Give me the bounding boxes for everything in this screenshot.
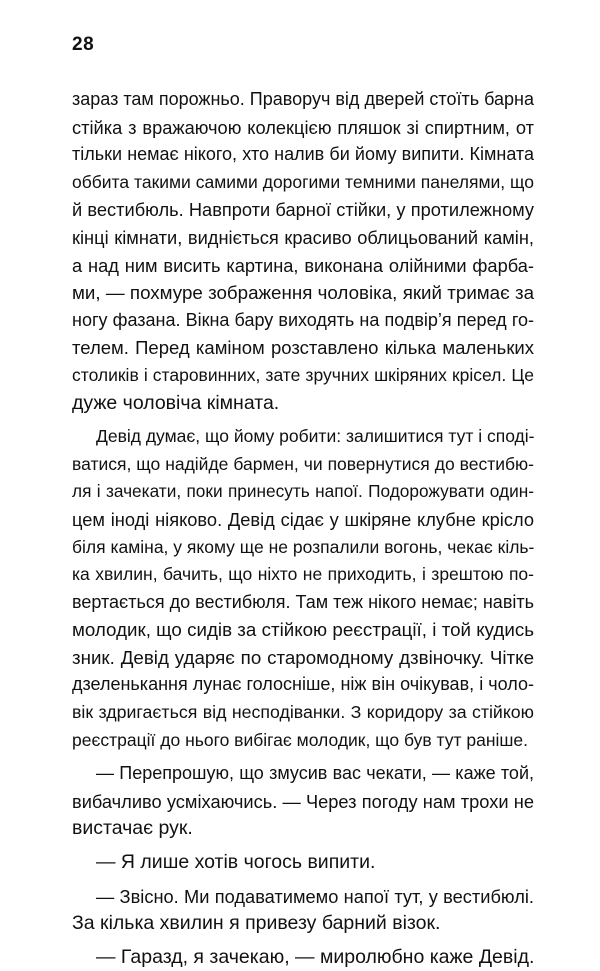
text-line: зник. Девід ударяє по старомодному дзвіночку. Чітке [72,646,534,668]
body-text [72,86,534,971]
text-line: — Звісно. Ми подаватимемо напої тут, у вестибюлі. [96,885,534,907]
text-line: Девід думає, що йому робити: залишитися тут і споді- [96,426,535,447]
dialogue-paragraph [72,849,534,877]
dialogue-paragraph [72,883,534,938]
text-line: телем. Перед каміном розставлено кілька маленьких [72,337,534,359]
text-line: ногу фазана. Вікна бару виходять на подвір’я перед го- [72,309,534,330]
paragraph [72,423,534,754]
text-line: стійка з вражаючою колекцією пляшок зі спиртним, от [72,116,534,138]
text-line: зараз там порожньо. Праворуч від дверей стоїть барна [72,89,534,109]
text-line: реєстрації до нього вибігає молодик, що був тут раніше. [72,729,529,750]
text-line: оббита такими самими дорогими темними панелями, що [72,171,534,192]
text-line: вік здригається від несподіванки. З коридору за стійкою [72,702,534,723]
text-line: молодик, що сидів за стійкою реєстрації, і той кудись [72,619,534,641]
text-line: — Я лише хотів чогось випити. [96,851,376,874]
text-line: вибачливо усміхаючись. — Через погоду нам трохи не [72,790,534,812]
text-line: дзеленькання лунає голосніше, ніж він очікував, і чоло- [72,674,534,695]
page-number: 28 [72,34,95,55]
text-line: цем іноді ніяково. Девід сідає у шкіряне клубне крісло [72,508,534,530]
text-line: дуже чоловіча кімната. [72,391,280,414]
text-line: — Гаразд, я зачекаю, — миролюбно каже Девід. [96,945,535,968]
text-line: тільки немає нікого, хто налив би йому випити. Кімната [72,144,534,165]
text-line: ми, — похмуре зображення чоловіка, який тримає за [72,282,534,304]
text-line: а над ним висить картина, виконана олійними фарба- [72,254,534,276]
text-line: біля каміна, у якому ще не розпалили вогонь, чекає кіль- [72,536,535,557]
text-line: За кілька хвилин я привезу барний візок. [72,912,441,935]
text-line: вертається до вестибюля. Там теж нікого немає; навіть [72,591,534,612]
text-line: столиків і старовинних, зате зручних шкіряних крісел. Це [72,364,534,385]
text-line: ватися, що надійде бармен, чи повернутися до вестибю- [72,453,534,474]
text-line: й вестибюль. Навпроти барної стійки, у протилежному [72,199,534,221]
paragraph [72,86,534,417]
dialogue-paragraph [72,944,534,971]
text-line: ля і зачекати, поки принесуть напої. Подорожувати один- [72,481,534,502]
text-line: — Перепрошую, що змусив вас чекати, — каже той, [96,763,534,784]
dialogue-paragraph [72,760,534,843]
text-line: кінці кімнати, видніється красиво облицьований камін, [72,226,534,248]
text-line: ка хвилин, бачить, що ніхто не приходить, і зрештою по- [72,564,534,585]
text-line: вистачає рук. [72,817,193,840]
